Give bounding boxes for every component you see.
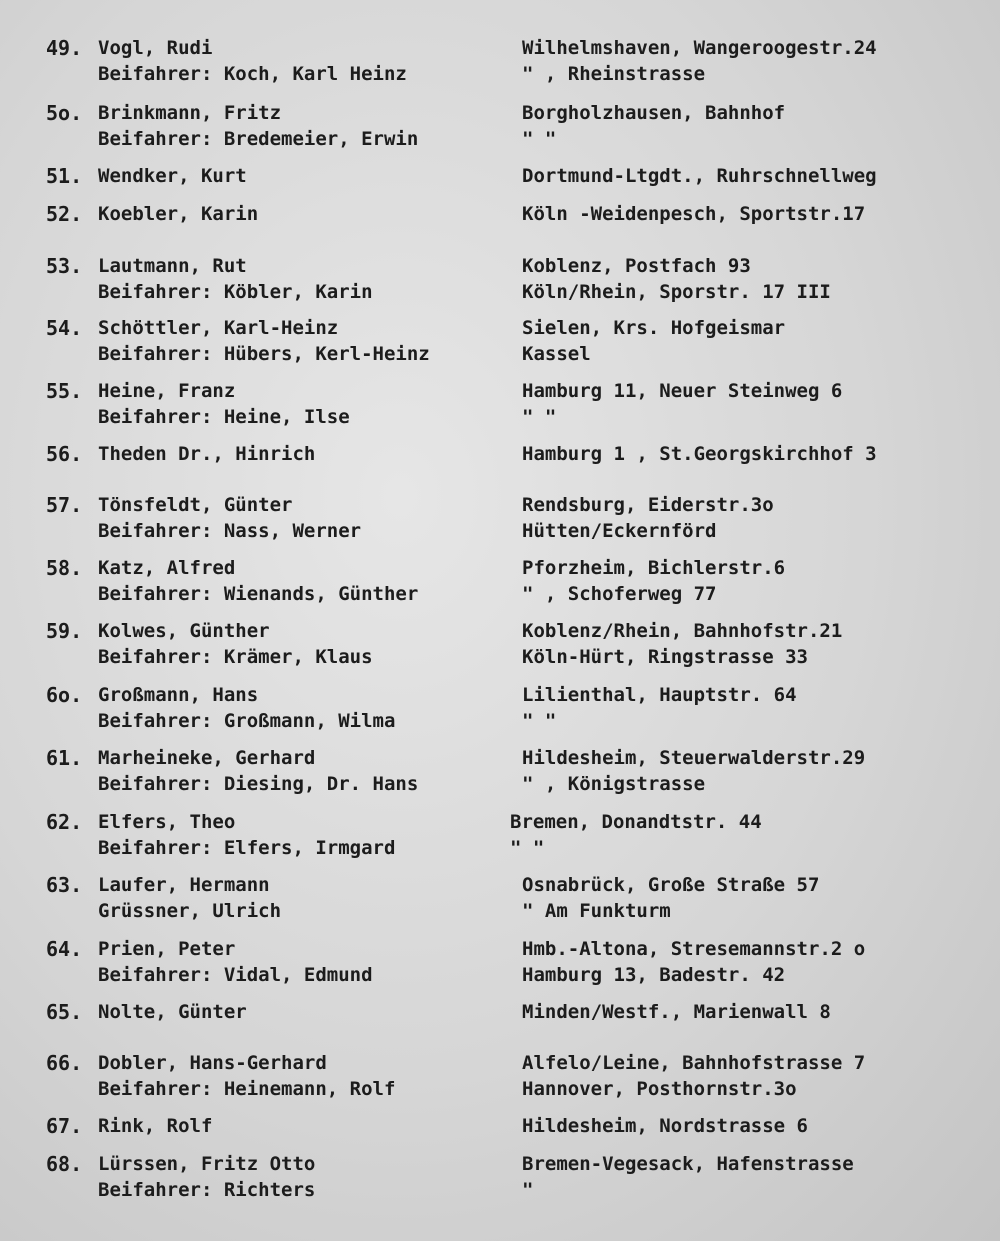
driver-name: Brinkmann, Fritz	[98, 102, 282, 124]
driver-name: Tönsfeldt, Günter	[98, 494, 293, 516]
codriver-name: Beifahrer: Heinemann, Rolf	[98, 1078, 396, 1100]
driver-address: Hildesheim, Steuerwalderstr.29	[522, 747, 866, 769]
entry-number: 61.	[46, 746, 83, 770]
entry-number: 66.	[46, 1051, 83, 1075]
driver-name: Lautmann, Rut	[98, 255, 247, 277]
codriver-address: " "	[522, 128, 557, 150]
entry-number: 63.	[46, 873, 83, 897]
driver-address: Alfelo/Leine, Bahnhofstrasse 7	[522, 1052, 866, 1074]
codriver-name: Beifahrer: Vidal, Edmund	[98, 964, 373, 986]
codriver-name: Beifahrer: Nass, Werner	[98, 520, 362, 542]
driver-name: Rink, Rolf	[98, 1115, 213, 1137]
codriver-address: " "	[522, 710, 557, 732]
entry-number: 53.	[46, 254, 83, 278]
entry-number: 68.	[46, 1152, 83, 1176]
codriver-name: Beifahrer: Hübers, Kerl-Heinz	[98, 343, 430, 365]
driver-name: Katz, Alfred	[98, 557, 236, 579]
entry-number: 54.	[46, 316, 83, 340]
codriver-address: Hannover, Posthornstr.3o	[522, 1078, 797, 1100]
driver-address: Sielen, Krs. Hofgeismar	[522, 317, 786, 339]
codriver-address: " "	[510, 837, 545, 859]
driver-address: Köln -Weidenpesch, Sportstr.17	[522, 203, 866, 225]
driver-name: Heine, Franz	[98, 380, 236, 402]
driver-address: Bremen-Vegesack, Hafenstrasse	[522, 1153, 854, 1175]
codriver-address: " , Königstrasse	[522, 773, 706, 795]
driver-address: Wilhelmshaven, Wangeroogestr.24	[522, 37, 877, 59]
driver-name: Kolwes, Günther	[98, 620, 270, 642]
driver-address: Borgholzhausen, Bahnhof	[522, 102, 786, 124]
codriver-name: Beifahrer: Großmann, Wilma	[98, 710, 396, 732]
codriver-name: Beifahrer: Koch, Karl Heinz	[98, 63, 407, 85]
driver-name: Elfers, Theo	[98, 811, 236, 833]
entry-number: 65.	[46, 1000, 83, 1024]
codriver-name: Beifahrer: Diesing, Dr. Hans	[98, 773, 419, 795]
codriver-address: "	[522, 1179, 534, 1201]
entry-number: 51.	[46, 164, 83, 188]
driver-address: Minden/Westf., Marienwall 8	[522, 1001, 831, 1023]
codriver-address: Hamburg 13, Badestr. 42	[522, 964, 786, 986]
driver-address: Osnabrück, Große Straße 57	[522, 874, 820, 896]
codriver-address: Köln-Hürt, Ringstrasse 33	[522, 646, 808, 668]
driver-name: Großmann, Hans	[98, 684, 259, 706]
codriver-name: Beifahrer: Köbler, Karin	[98, 281, 373, 303]
codriver-address: " , Rheinstrasse	[522, 63, 706, 85]
driver-name: Vogl, Rudi	[98, 37, 213, 59]
driver-address: Hamburg 1 , St.Georgskirchhof 3	[522, 443, 877, 465]
driver-address: Hildesheim, Nordstrasse 6	[522, 1115, 808, 1137]
driver-name: Lürssen, Fritz Otto	[98, 1153, 316, 1175]
driver-name: Laufer, Hermann	[98, 874, 270, 896]
codriver-name: Beifahrer: Krämer, Klaus	[98, 646, 373, 668]
entry-number: 62.	[46, 810, 83, 834]
driver-name: Marheineke, Gerhard	[98, 747, 316, 769]
driver-name: Koebler, Karin	[98, 203, 259, 225]
driver-name: Nolte, Günter	[98, 1001, 247, 1023]
driver-address: Hamburg 11, Neuer Steinweg 6	[522, 380, 843, 402]
entry-number: 58.	[46, 556, 83, 580]
entry-number: 49.	[46, 36, 83, 60]
codriver-address: " Am Funkturm	[522, 900, 671, 922]
codriver-name: Beifahrer: Bredemeier, Erwin	[98, 128, 419, 150]
driver-name: Dobler, Hans-Gerhard	[98, 1052, 327, 1074]
codriver-address: Köln/Rhein, Sporstr. 17 III	[522, 281, 831, 303]
codriver-name: Grüssner, Ulrich	[98, 900, 282, 922]
driver-address: Koblenz/Rhein, Bahnhofstr.21	[522, 620, 843, 642]
entry-number: 56.	[46, 442, 83, 466]
driver-name: Schöttler, Karl-Heinz	[98, 317, 339, 339]
entry-number: 64.	[46, 937, 83, 961]
entry-number: 57.	[46, 493, 83, 517]
driver-name: Prien, Peter	[98, 938, 236, 960]
driver-name: Wendker, Kurt	[98, 165, 247, 187]
driver-address: Hmb.-Altona, Stresemannstr.2 o	[522, 938, 866, 960]
codriver-address: " "	[522, 406, 557, 428]
entry-number: 67.	[46, 1114, 83, 1138]
codriver-name: Beifahrer: Richters	[98, 1179, 316, 1201]
driver-address: Bremen, Donandtstr. 44	[510, 811, 762, 833]
codriver-name: Beifahrer: Heine, Ilse	[98, 406, 350, 428]
codriver-address: Hütten/Eckernförd	[522, 520, 717, 542]
entry-number: 55.	[46, 379, 83, 403]
entry-number: 52.	[46, 202, 83, 226]
codriver-name: Beifahrer: Elfers, Irmgard	[98, 837, 396, 859]
driver-address: Pforzheim, Bichlerstr.6	[522, 557, 786, 579]
driver-address: Lilienthal, Hauptstr. 64	[522, 684, 797, 706]
entry-number: 6o.	[46, 683, 83, 707]
driver-address: Koblenz, Postfach 93	[522, 255, 751, 277]
entry-number: 5o.	[46, 101, 83, 125]
codriver-address: Kassel	[522, 343, 591, 365]
driver-address: Dortmund-Ltgdt., Ruhrschnellweg	[522, 165, 877, 187]
driver-address: Rendsburg, Eiderstr.3o	[522, 494, 774, 516]
codriver-name: Beifahrer: Wienands, Günther	[98, 583, 419, 605]
driver-name: Theden Dr., Hinrich	[98, 443, 316, 465]
codriver-address: " , Schoferweg 77	[522, 583, 717, 605]
entry-number: 59.	[46, 619, 83, 643]
